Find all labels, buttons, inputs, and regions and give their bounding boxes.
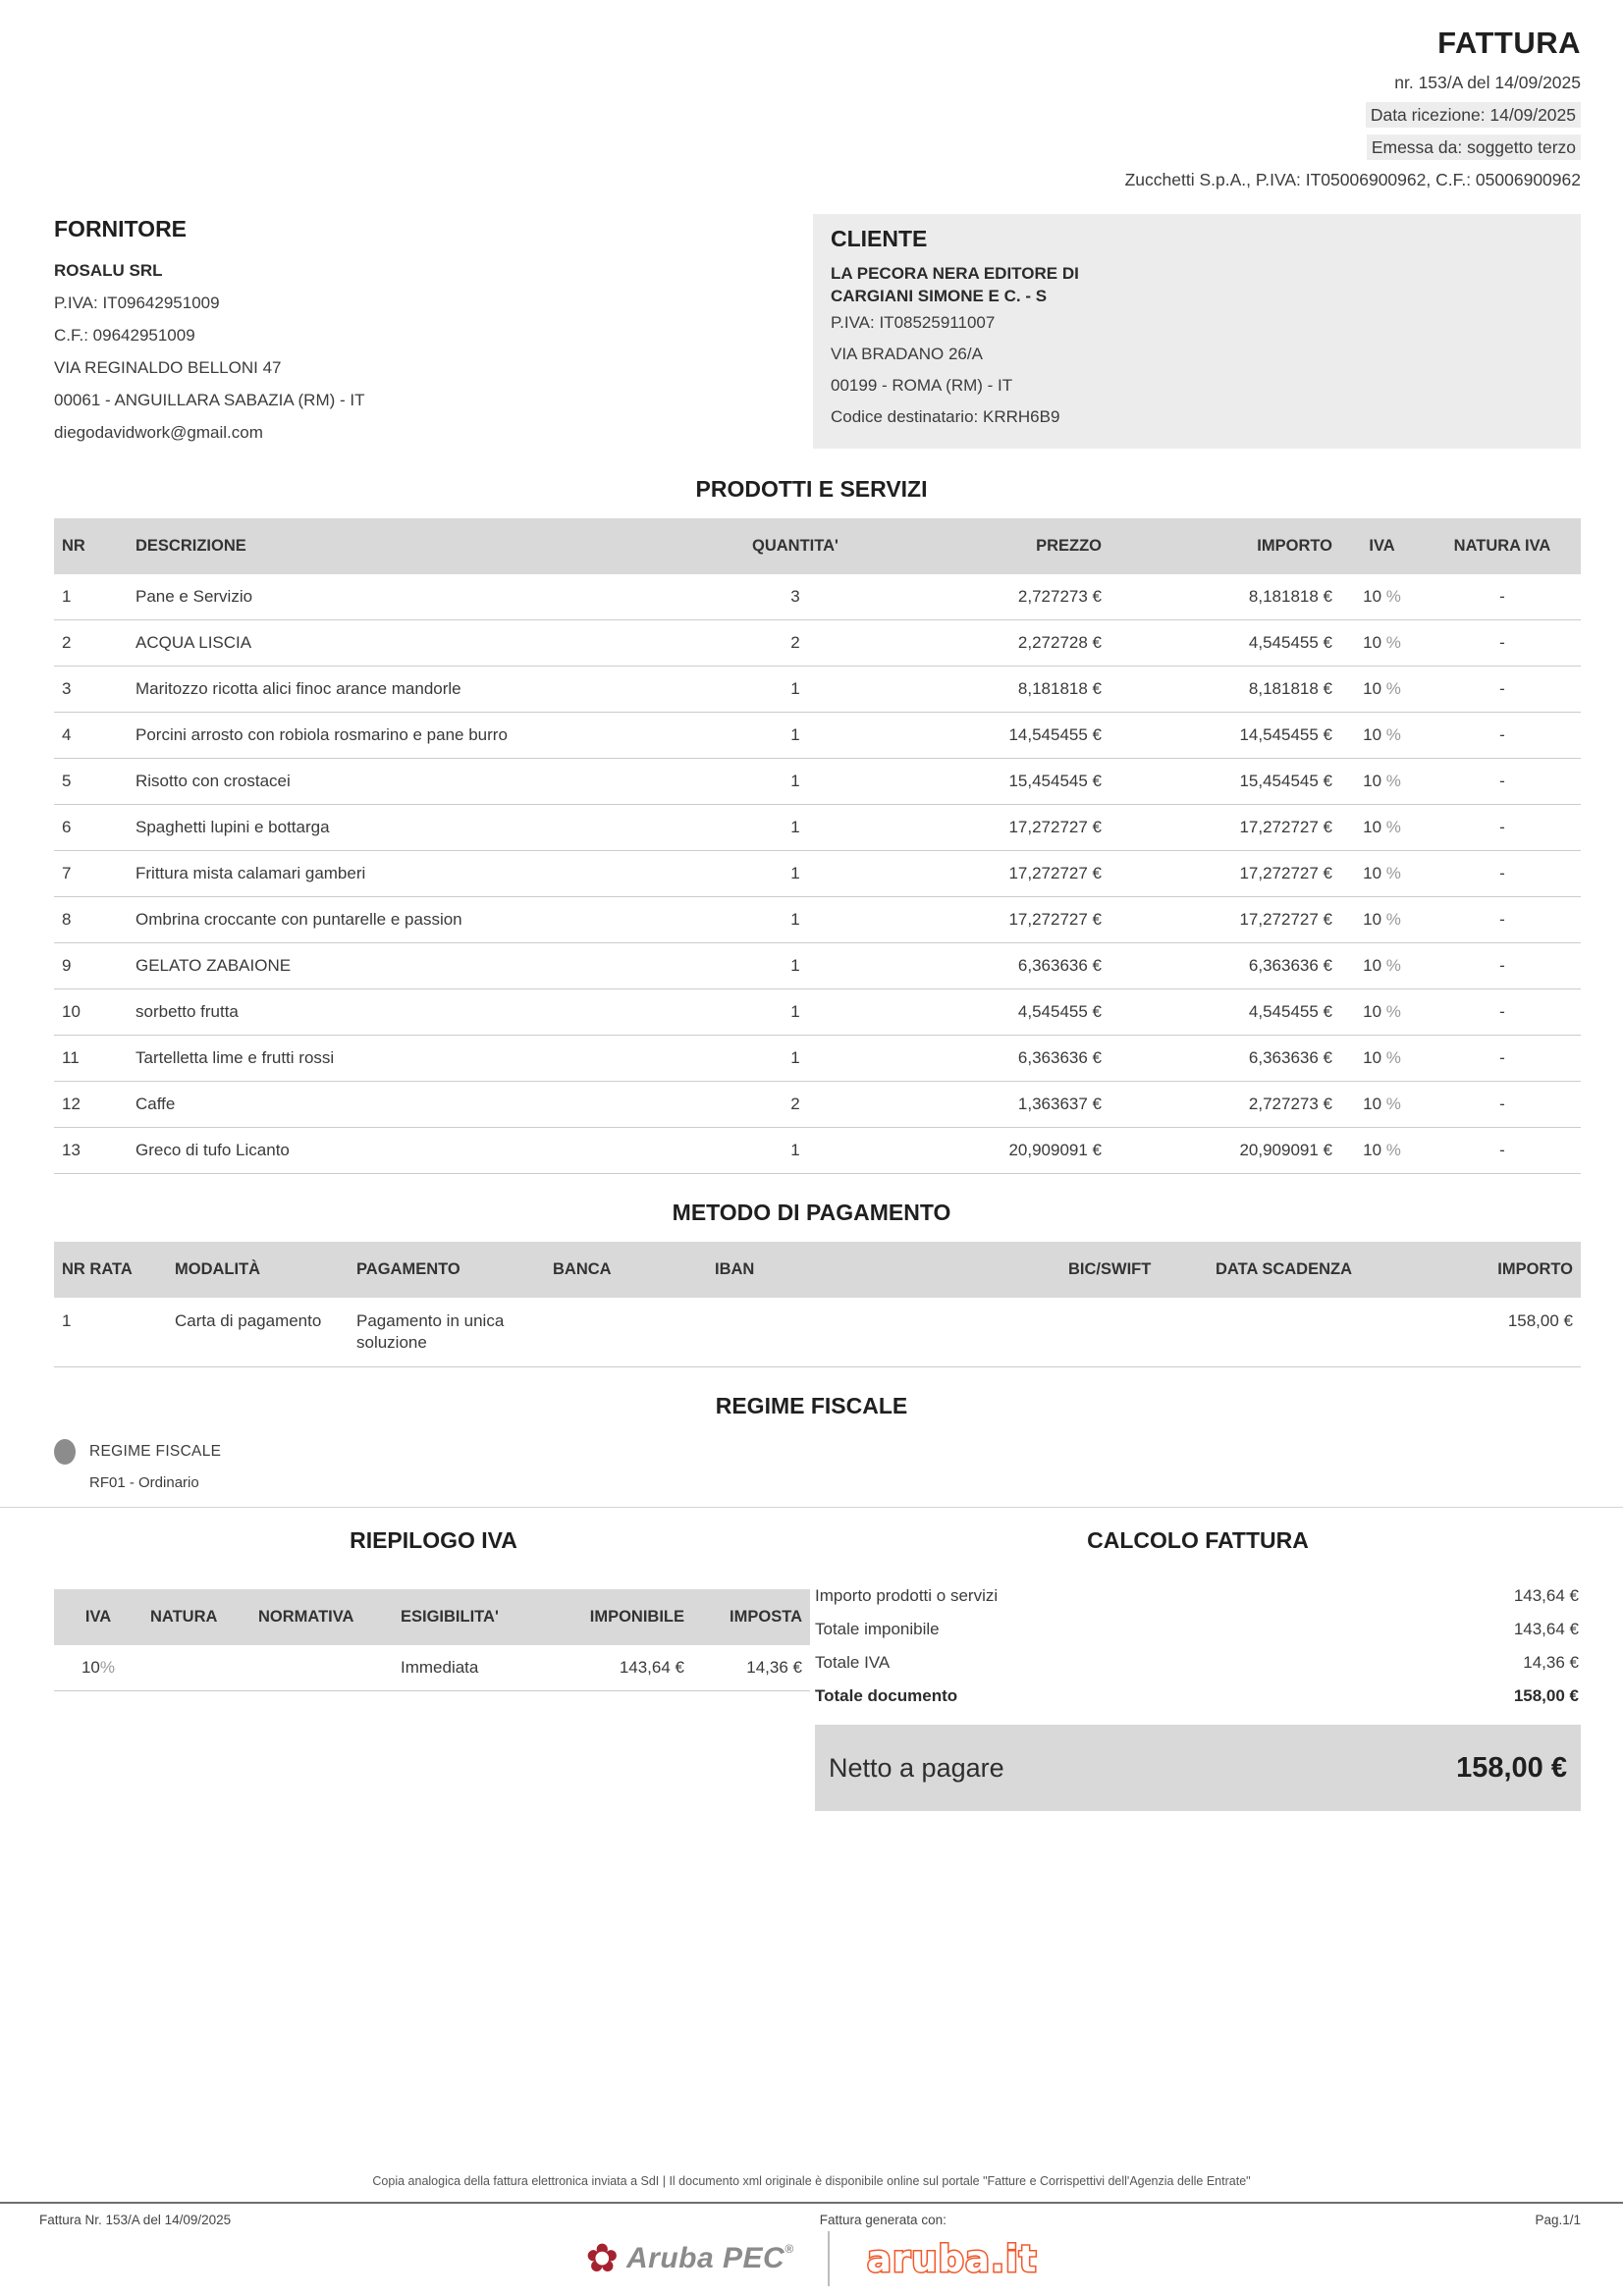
net-payable-bar (815, 1725, 1581, 1811)
totals-row (815, 1613, 1581, 1646)
cell-pagamento: Pagamento in unica soluzione (356, 1311, 505, 1352)
document-title: FATTURA (1437, 26, 1581, 60)
cell-qty: 1 (790, 725, 800, 744)
aruba-rose-icon: ✿ (585, 2237, 619, 2280)
supplier-block (54, 214, 813, 449)
vat-summary-table (54, 1589, 810, 1691)
cell-iva: 10 % (1363, 910, 1401, 929)
cell-iva: 10 % (1363, 1048, 1401, 1067)
supplier-piva: P.IVA: IT09642951009 (54, 294, 220, 312)
cell-desc: sorbetto frutta (135, 1002, 239, 1021)
cell-iva: 10 % (1363, 772, 1401, 790)
table-row (54, 943, 1581, 989)
cell-nr: 8 (62, 910, 72, 929)
cell-desc: Pane e Servizio (135, 587, 253, 606)
aruba-it-logo-text: aruba.it (866, 2238, 1037, 2280)
payment-header-row (54, 1242, 1581, 1298)
table-row (54, 805, 1581, 851)
reception-date-line (0, 104, 1581, 126)
cell-bic (1060, 1298, 1208, 1367)
customer-heading: CLIENTE (831, 226, 928, 251)
cell-iva: 10 % (1363, 679, 1401, 698)
summary-columns (54, 1527, 1581, 1811)
cell-natura: - (1499, 910, 1505, 929)
cell-riep-iva: 10% (81, 1658, 116, 1677)
cell-nr: 5 (62, 772, 72, 790)
cell-desc: Ombrina croccante con puntarelle e passion (135, 910, 462, 929)
customer-sdi-code: Codice destinatario: KRRH6B9 (831, 407, 1060, 426)
products-header-row (54, 518, 1581, 574)
cell-amount: 17,272727 € (1239, 910, 1332, 929)
cell-amount: 6,363636 € (1248, 956, 1332, 975)
col-header-riep-esigibilita: ESIGIBILITA' (393, 1589, 540, 1645)
cell-iva: 10 % (1363, 1141, 1401, 1159)
totals-row-document-total (815, 1680, 1581, 1713)
products-section-title: PRODOTTI E SERVIZI (695, 476, 928, 502)
net-payable-value: 158,00 € (1456, 1751, 1567, 1784)
table-row (54, 574, 1581, 620)
cell-scadenza (1208, 1298, 1419, 1367)
col-header-importo-pagamento: IMPORTO (1419, 1242, 1581, 1298)
customer-address: VIA BRADANO 26/A (831, 345, 983, 363)
cell-natura: - (1499, 818, 1505, 836)
totals-label: Totale IVA (815, 1653, 891, 1672)
cell-nr: 9 (62, 956, 72, 975)
cell-iva: 10 % (1363, 1002, 1401, 1021)
intermediary-line: Zucchetti S.p.A., P.IVA: IT05006900962, C.F.: 05006900962 (1124, 170, 1581, 189)
cell-natura: - (1499, 587, 1505, 606)
totals-row (815, 1646, 1581, 1680)
cell-nr: 10 (62, 1002, 81, 1021)
totals-value: 143,64 € (1513, 1620, 1579, 1638)
invoice-number-line: nr. 153/A del 14/09/2025 (1394, 73, 1581, 92)
cell-nr: 13 (62, 1141, 81, 1159)
table-row (54, 1036, 1581, 1082)
totals-rows (815, 1579, 1581, 1713)
table-row (54, 759, 1581, 805)
aruba-pec-logo-text: Aruba PEC® (625, 2242, 794, 2274)
supplier-email: diegodavidwork@gmail.com (54, 423, 263, 442)
cell-qty: 2 (790, 633, 800, 652)
totals-value: 14,36 € (1523, 1653, 1579, 1672)
supplier-cf: C.F.: 09642951009 (54, 326, 195, 345)
cell-price: 17,272727 € (1008, 818, 1102, 836)
cell-qty: 1 (790, 1141, 800, 1159)
footer-doc-ref: Fattura Nr. 153/A del 14/09/2025 (39, 2213, 232, 2227)
cell-amount: 20,909091 € (1239, 1141, 1332, 1159)
cell-nr: 7 (62, 864, 72, 882)
cell-price: 6,363636 € (1017, 956, 1102, 975)
cell-iva: 10 % (1363, 1095, 1401, 1113)
table-row (54, 989, 1581, 1036)
cell-qty: 1 (790, 956, 800, 975)
cell-desc: Caffe (135, 1095, 176, 1113)
col-header-pagamento: PAGAMENTO (349, 1242, 545, 1298)
cell-qty: 1 (790, 910, 800, 929)
cell-nr: 2 (62, 633, 72, 652)
totals-value: 158,00 € (1513, 1686, 1579, 1705)
cell-nr: 11 (62, 1048, 80, 1067)
cell-iva: 10 % (1363, 956, 1401, 975)
cell-nr: 3 (62, 679, 72, 698)
vat-header-row (54, 1589, 810, 1645)
cell-amount: 17,272727 € (1239, 864, 1332, 882)
cell-desc: ACQUA LISCIA (135, 633, 252, 652)
cell-price: 1,363637 € (1017, 1095, 1102, 1113)
col-header-prezzo: PREZZO (874, 518, 1109, 574)
cell-natura: - (1499, 1048, 1505, 1067)
payment-table (54, 1242, 1581, 1367)
cell-iva: 10 % (1363, 818, 1401, 836)
regime-bullet-icon (54, 1439, 76, 1465)
table-row (54, 1128, 1581, 1174)
cell-importo-pagamento: 158,00 € (1507, 1311, 1573, 1330)
cell-iva: 10 % (1363, 587, 1401, 606)
supplier-heading: FORNITORE (54, 216, 188, 241)
col-header-nr: NR (54, 518, 128, 574)
cell-natura: - (1499, 633, 1505, 652)
cell-price: 2,272728 € (1017, 633, 1102, 652)
cell-iva: 10 % (1363, 864, 1401, 882)
cell-qty: 1 (790, 818, 800, 836)
col-header-data-scadenza: DATA SCADENZA (1208, 1242, 1419, 1298)
issued-by-line (0, 136, 1581, 158)
supplier-city: 00061 - ANGUILLARA SABAZIA (RM) - IT (54, 391, 365, 409)
col-header-riep-iva: IVA (54, 1589, 142, 1645)
legal-note: Copia analogica della fattura elettronica inviata a SdI | Il documento xml originale è disponibile online sul portale "Fatture e Corrispettivi dell'Agenzia delle Entrate" (372, 2174, 1251, 2188)
cell-price: 17,272727 € (1008, 864, 1102, 882)
footer-logos (0, 2231, 1623, 2296)
cell-price: 15,454545 € (1008, 772, 1102, 790)
registered-mark: ® (784, 2242, 794, 2256)
table-row (54, 667, 1581, 713)
cell-price: 6,363636 € (1017, 1048, 1102, 1067)
totals-value: 143,64 € (1513, 1586, 1579, 1605)
cell-desc: Risotto con crostacei (135, 772, 291, 790)
cell-natura: - (1499, 1095, 1505, 1113)
cell-natura: - (1499, 772, 1505, 790)
net-payable-label: Netto a pagare (829, 1752, 1004, 1783)
cell-amount: 15,454545 € (1239, 772, 1332, 790)
payment-row (54, 1298, 1581, 1367)
col-header-riep-imponibile: IMPONIBILE (540, 1589, 692, 1645)
cell-natura: - (1499, 864, 1505, 882)
invoice-header (0, 0, 1623, 190)
cell-amount: 8,181818 € (1248, 679, 1332, 698)
cell-qty: 1 (790, 679, 800, 698)
customer-block (813, 214, 1581, 449)
cell-banca (545, 1298, 707, 1367)
col-header-bic-swift: BIC/SWIFT (1060, 1242, 1208, 1298)
regime-section-title: REGIME FISCALE (715, 1393, 908, 1418)
col-header-iban: IBAN (707, 1242, 1060, 1298)
totals-label: Totale imponibile (815, 1620, 940, 1638)
col-header-riep-normativa: NORMATIVA (250, 1589, 393, 1645)
col-header-natura-iva: NATURA IVA (1424, 518, 1581, 574)
invoice-totals-block (813, 1527, 1581, 1811)
footer-page-number: Pag.1/1 (1535, 2213, 1581, 2227)
cell-desc: Greco di tufo Licanto (135, 1141, 290, 1159)
customer-name-line1: LA PECORA NERA EDITORE DI (831, 264, 1079, 283)
cell-natura: - (1499, 679, 1505, 698)
col-header-importo: IMPORTO (1109, 518, 1340, 574)
cell-riep-normativa (250, 1645, 393, 1691)
products-table (54, 518, 1581, 1174)
cell-desc: Tartelletta lime e frutti rossi (135, 1048, 335, 1067)
payment-section-title: METODO DI PAGAMENTO (672, 1200, 951, 1225)
totals-row (815, 1579, 1581, 1613)
cell-desc: Porcini arrosto con robiola rosmarino e pane burro (135, 725, 508, 744)
vat-summary-row (54, 1645, 810, 1691)
totals-title: CALCOLO FATTURA (1087, 1527, 1309, 1553)
issued-by-text: Emessa da: soggetto terzo (1367, 134, 1581, 160)
page-footer (0, 2174, 1623, 2296)
table-row (54, 620, 1581, 667)
regime-label: REGIME FISCALE (89, 1443, 222, 1460)
logo-divider (828, 2231, 830, 2286)
cell-amount: 2,727273 € (1248, 1095, 1332, 1113)
cell-desc: Spaghetti lupini e bottarga (135, 818, 330, 836)
cell-natura: - (1499, 1002, 1505, 1021)
cell-natura: - (1499, 1141, 1505, 1159)
cell-riep-imposta: 14,36 € (746, 1658, 802, 1677)
customer-name-line2: CARGIANI SIMONE E C. - S (831, 287, 1048, 305)
col-header-banca: BANCA (545, 1242, 707, 1298)
cell-riep-natura (142, 1645, 250, 1691)
cell-desc: Frittura mista calamari gamberi (135, 864, 366, 882)
cell-iva: 10 % (1363, 725, 1401, 744)
supplier-address: VIA REGINALDO BELLONI 47 (54, 358, 282, 377)
cell-modalita: Carta di pagamento (175, 1311, 322, 1330)
cell-riep-esigibilita: Immediata (401, 1658, 479, 1677)
cell-qty: 1 (790, 1002, 800, 1021)
section-divider (0, 1507, 1623, 1508)
col-header-iva: IVA (1340, 518, 1424, 574)
cell-price: 14,545455 € (1008, 725, 1102, 744)
cell-amount: 14,545455 € (1239, 725, 1332, 744)
table-row (54, 713, 1581, 759)
reception-date-text: Data ricezione: 14/09/2025 (1366, 102, 1581, 128)
cell-iva: 10 % (1363, 633, 1401, 652)
cell-qty: 2 (790, 1095, 800, 1113)
col-header-modalita: MODALITÀ (167, 1242, 349, 1298)
cell-nr: 1 (62, 587, 72, 606)
regime-value: RF01 - Ordinario (89, 1474, 199, 1491)
cell-natura: - (1499, 725, 1505, 744)
customer-piva: P.IVA: IT08525911007 (831, 313, 996, 332)
aruba-pec-logo (585, 2239, 793, 2278)
cell-qty: 3 (790, 587, 800, 606)
cell-amount: 8,181818 € (1248, 587, 1332, 606)
col-header-riep-imposta: IMPOSTA (692, 1589, 810, 1645)
col-header-descrizione: DESCRIZIONE (128, 518, 717, 574)
cell-amount: 4,545455 € (1248, 633, 1332, 652)
cell-amount: 17,272727 € (1239, 818, 1332, 836)
cell-price: 17,272727 € (1008, 910, 1102, 929)
supplier-name: ROSALU SRL (54, 261, 163, 280)
vat-summary-block (54, 1527, 813, 1811)
cell-price: 2,727273 € (1017, 587, 1102, 606)
regime-row (54, 1439, 1581, 1465)
totals-label: Totale documento (815, 1686, 958, 1705)
cell-price: 8,181818 € (1017, 679, 1102, 698)
cell-riep-imponibile: 143,64 € (619, 1658, 684, 1677)
cell-amount: 6,363636 € (1248, 1048, 1332, 1067)
vat-summary-title: RIEPILOGO IVA (350, 1527, 517, 1553)
cell-nr: 4 (62, 725, 72, 744)
cell-amount: 4,545455 € (1248, 1002, 1332, 1021)
cell-desc: GELATO ZABAIONE (135, 956, 292, 975)
cell-desc: Maritozzo ricotta alici finoc arance mandorle (135, 679, 461, 698)
cell-qty: 1 (790, 1048, 800, 1067)
footer-generated-with: Fattura generata con: (819, 2213, 947, 2227)
table-row (54, 1082, 1581, 1128)
col-header-quantita: QUANTITA' (717, 518, 874, 574)
customer-city: 00199 - ROMA (RM) - IT (831, 376, 1013, 395)
cell-price: 4,545455 € (1017, 1002, 1102, 1021)
table-row (54, 851, 1581, 897)
col-header-nr-rata: NR RATA (54, 1242, 167, 1298)
cell-qty: 1 (790, 864, 800, 882)
cell-iban (707, 1298, 1060, 1367)
aruba-it-logo (863, 2232, 1038, 2285)
table-row (54, 897, 1581, 943)
cell-qty: 1 (790, 772, 800, 790)
cell-nr: 12 (62, 1095, 81, 1113)
parties-section (54, 214, 1581, 449)
totals-label: Importo prodotti o servizi (815, 1586, 999, 1605)
col-header-riep-natura: NATURA (142, 1589, 250, 1645)
cell-price: 20,909091 € (1008, 1141, 1102, 1159)
footer-meta-row (0, 2204, 1623, 2227)
cell-natura: - (1499, 956, 1505, 975)
cell-nr: 6 (62, 818, 72, 836)
cell-nr-rata: 1 (62, 1311, 72, 1330)
